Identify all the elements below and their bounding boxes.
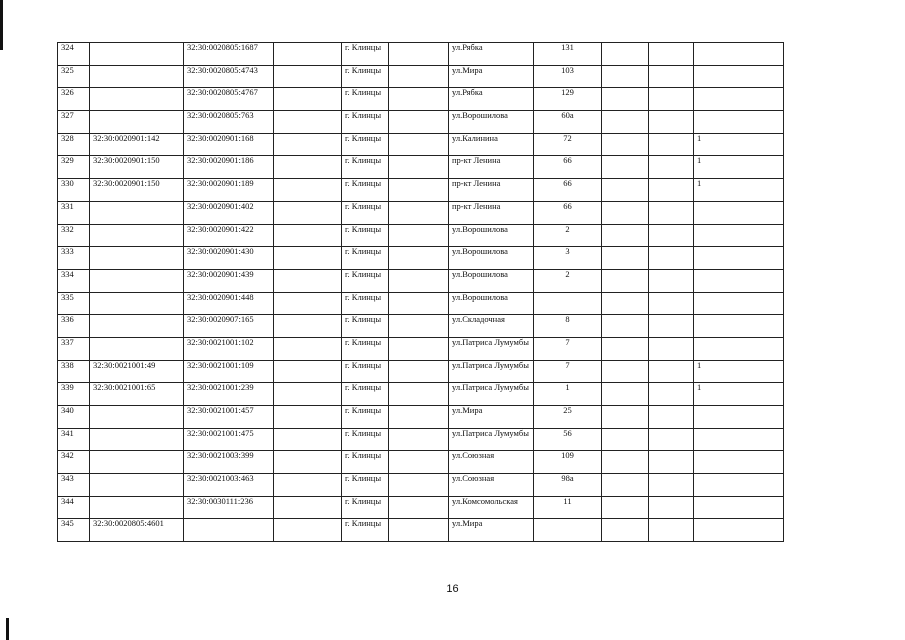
house-number-cell: 109	[534, 451, 602, 474]
empty-cell	[274, 428, 342, 451]
house-number-cell: 2	[534, 269, 602, 292]
cadastral-number: 32:30:0020907:165	[184, 315, 274, 338]
empty-cell	[389, 269, 449, 292]
previous-cadastral-number	[90, 224, 184, 247]
empty-cell	[389, 111, 449, 134]
empty-cell	[649, 247, 694, 270]
empty-cell	[649, 428, 694, 451]
cadastral-number: 32:30:0020901:168	[184, 133, 274, 156]
empty-cell	[274, 43, 342, 66]
empty-cell	[602, 201, 649, 224]
empty-cell	[602, 519, 649, 542]
previous-cadastral-number	[90, 315, 184, 338]
cadastral-number	[184, 519, 274, 542]
previous-cadastral-number	[90, 292, 184, 315]
empty-cell	[649, 496, 694, 519]
empty-cell	[389, 88, 449, 111]
empty-cell	[274, 111, 342, 134]
empty-cell	[649, 43, 694, 66]
city-cell: г. Клинцы	[342, 428, 389, 451]
row-number: 332	[58, 224, 90, 247]
table-row	[58, 496, 784, 519]
empty-cell	[274, 519, 342, 542]
empty-cell	[274, 88, 342, 111]
house-number-cell: 129	[534, 88, 602, 111]
previous-cadastral-number	[90, 88, 184, 111]
empty-cell	[274, 337, 342, 360]
cadastral-number: 32:30:0021001:102	[184, 337, 274, 360]
house-number-cell: 11	[534, 496, 602, 519]
empty-cell	[649, 156, 694, 179]
empty-cell	[274, 65, 342, 88]
street-cell: ул.Союзная	[449, 451, 534, 474]
street-cell: пр-кт Ленина	[449, 201, 534, 224]
empty-cell	[602, 65, 649, 88]
empty-cell	[649, 224, 694, 247]
flag-cell	[694, 519, 784, 542]
empty-cell	[389, 360, 449, 383]
empty-cell	[389, 156, 449, 179]
previous-cadastral-number: 32:30:0020901:150	[90, 156, 184, 179]
previous-cadastral-number	[90, 451, 184, 474]
row-number: 333	[58, 247, 90, 270]
row-number: 342	[58, 451, 90, 474]
previous-cadastral-number	[90, 496, 184, 519]
empty-cell	[602, 315, 649, 338]
empty-cell	[602, 179, 649, 202]
previous-cadastral-number: 32:30:0021001:65	[90, 383, 184, 406]
street-cell: ул.Патриса Лумумбы	[449, 337, 534, 360]
previous-cadastral-number	[90, 111, 184, 134]
row-number: 340	[58, 406, 90, 429]
flag-cell: 1	[694, 133, 784, 156]
empty-cell	[649, 474, 694, 497]
street-cell: пр-кт Ленина	[449, 179, 534, 202]
table-row	[58, 111, 784, 134]
house-number-cell: 1	[534, 383, 602, 406]
house-number-cell: 8	[534, 315, 602, 338]
empty-cell	[602, 451, 649, 474]
table-row	[58, 519, 784, 542]
scan-edge-mark	[6, 618, 9, 640]
city-cell: г. Клинцы	[342, 383, 389, 406]
previous-cadastral-number: 32:30:0021001:49	[90, 360, 184, 383]
row-number: 327	[58, 111, 90, 134]
table-row	[58, 406, 784, 429]
page-number: 16	[446, 583, 459, 595]
empty-cell	[274, 451, 342, 474]
street-cell: пр-кт Ленина	[449, 156, 534, 179]
flag-cell	[694, 269, 784, 292]
empty-cell	[602, 269, 649, 292]
empty-cell	[274, 496, 342, 519]
empty-cell	[649, 451, 694, 474]
empty-cell	[389, 179, 449, 202]
cadastral-number: 32:30:0021003:399	[184, 451, 274, 474]
empty-cell	[389, 428, 449, 451]
house-number-cell: 60а	[534, 111, 602, 134]
flag-cell	[694, 88, 784, 111]
table-row	[58, 269, 784, 292]
cadastral-number: 32:30:0020805:4767	[184, 88, 274, 111]
house-number-cell	[534, 292, 602, 315]
house-number-cell: 66	[534, 179, 602, 202]
empty-cell	[274, 360, 342, 383]
empty-cell	[389, 406, 449, 429]
city-cell: г. Клинцы	[342, 224, 389, 247]
cadastral-number: 32:30:0020901:430	[184, 247, 274, 270]
empty-cell	[649, 88, 694, 111]
row-number: 341	[58, 428, 90, 451]
table-row	[58, 224, 784, 247]
street-cell: ул.Ворошилова	[449, 111, 534, 134]
cadastral-number: 32:30:0021001:475	[184, 428, 274, 451]
empty-cell	[602, 496, 649, 519]
row-number: 339	[58, 383, 90, 406]
cadastral-number: 32:30:0021001:239	[184, 383, 274, 406]
flag-cell: 1	[694, 360, 784, 383]
city-cell: г. Клинцы	[342, 43, 389, 66]
table-row	[58, 292, 784, 315]
street-cell: ул.Ворошилова	[449, 224, 534, 247]
flag-cell	[694, 43, 784, 66]
flag-cell: 1	[694, 383, 784, 406]
cadastral-number: 32:30:0020901:186	[184, 156, 274, 179]
empty-cell	[389, 337, 449, 360]
row-number: 337	[58, 337, 90, 360]
table-body	[58, 43, 784, 542]
cadastral-number: 32:30:0021003:463	[184, 474, 274, 497]
city-cell: г. Клинцы	[342, 88, 389, 111]
city-cell: г. Клинцы	[342, 156, 389, 179]
city-cell: г. Клинцы	[342, 496, 389, 519]
empty-cell	[649, 201, 694, 224]
table-row	[58, 247, 784, 270]
empty-cell	[649, 111, 694, 134]
cadastral-number: 32:30:0020805:4743	[184, 65, 274, 88]
empty-cell	[389, 43, 449, 66]
city-cell: г. Клинцы	[342, 201, 389, 224]
empty-cell	[649, 179, 694, 202]
table-row	[58, 133, 784, 156]
empty-cell	[649, 360, 694, 383]
cadastral-number: 32:30:0020901:439	[184, 269, 274, 292]
previous-cadastral-number: 32:30:0020901:142	[90, 133, 184, 156]
empty-cell	[649, 519, 694, 542]
empty-cell	[602, 43, 649, 66]
table-row	[58, 201, 784, 224]
row-number: 345	[58, 519, 90, 542]
row-number: 324	[58, 43, 90, 66]
empty-cell	[389, 383, 449, 406]
cadastral-number: 32:30:0020805:1687	[184, 43, 274, 66]
row-number: 325	[58, 65, 90, 88]
empty-cell	[649, 65, 694, 88]
street-cell: ул.Рябка	[449, 88, 534, 111]
empty-cell	[389, 247, 449, 270]
empty-cell	[274, 406, 342, 429]
city-cell: г. Клинцы	[342, 451, 389, 474]
city-cell: г. Клинцы	[342, 406, 389, 429]
previous-cadastral-number	[90, 269, 184, 292]
cadastral-number: 32:30:0020901:402	[184, 201, 274, 224]
empty-cell	[649, 133, 694, 156]
city-cell: г. Клинцы	[342, 133, 389, 156]
table-row	[58, 337, 784, 360]
cadastral-number: 32:30:0021001:457	[184, 406, 274, 429]
empty-cell	[274, 133, 342, 156]
street-cell: ул.Ворошилова	[449, 247, 534, 270]
house-number-cell: 7	[534, 360, 602, 383]
table-row	[58, 179, 784, 202]
house-number-cell: 72	[534, 133, 602, 156]
table-row	[58, 383, 784, 406]
empty-cell	[274, 224, 342, 247]
street-cell: ул.Мира	[449, 65, 534, 88]
house-number-cell	[534, 519, 602, 542]
table-row	[58, 88, 784, 111]
cadastral-number: 32:30:0030111:236	[184, 496, 274, 519]
flag-cell: 1	[694, 179, 784, 202]
empty-cell	[389, 474, 449, 497]
flag-cell	[694, 111, 784, 134]
empty-cell	[602, 383, 649, 406]
street-cell: ул.Складочная	[449, 315, 534, 338]
table-row	[58, 474, 784, 497]
street-cell: ул.Комсомольская	[449, 496, 534, 519]
flag-cell	[694, 65, 784, 88]
street-cell: ул.Союзная	[449, 474, 534, 497]
row-number: 326	[58, 88, 90, 111]
empty-cell	[389, 201, 449, 224]
previous-cadastral-number	[90, 201, 184, 224]
scan-edge-mark	[0, 0, 3, 50]
cadastral-number: 32:30:0021001:109	[184, 360, 274, 383]
previous-cadastral-number	[90, 247, 184, 270]
street-cell: ул.Ворошилова	[449, 269, 534, 292]
previous-cadastral-number: 32:30:0020901:150	[90, 179, 184, 202]
city-cell: г. Клинцы	[342, 269, 389, 292]
empty-cell	[389, 315, 449, 338]
empty-cell	[649, 406, 694, 429]
flag-cell	[694, 292, 784, 315]
empty-cell	[274, 315, 342, 338]
house-number-cell: 66	[534, 201, 602, 224]
city-cell: г. Клинцы	[342, 519, 389, 542]
row-number: 338	[58, 360, 90, 383]
empty-cell	[274, 383, 342, 406]
row-number: 335	[58, 292, 90, 315]
empty-cell	[649, 269, 694, 292]
previous-cadastral-number	[90, 474, 184, 497]
empty-cell	[649, 315, 694, 338]
empty-cell	[389, 451, 449, 474]
city-cell: г. Клинцы	[342, 474, 389, 497]
city-cell: г. Клинцы	[342, 65, 389, 88]
previous-cadastral-number: 32:30:0020805:4601	[90, 519, 184, 542]
flag-cell	[694, 428, 784, 451]
cadastral-number: 32:30:0020901:422	[184, 224, 274, 247]
city-cell: г. Клинцы	[342, 179, 389, 202]
empty-cell	[602, 337, 649, 360]
empty-cell	[649, 292, 694, 315]
previous-cadastral-number	[90, 337, 184, 360]
city-cell: г. Клинцы	[342, 292, 389, 315]
street-cell: ул.Мира	[449, 406, 534, 429]
previous-cadastral-number	[90, 65, 184, 88]
table-row	[58, 360, 784, 383]
empty-cell	[389, 519, 449, 542]
cadastral-number: 32:30:0020901:189	[184, 179, 274, 202]
row-number: 334	[58, 269, 90, 292]
table-row	[58, 156, 784, 179]
street-cell: ул.Рябка	[449, 43, 534, 66]
row-number: 328	[58, 133, 90, 156]
previous-cadastral-number	[90, 406, 184, 429]
city-cell: г. Клинцы	[342, 337, 389, 360]
flag-cell	[694, 406, 784, 429]
cadastral-number: 32:30:0020901:448	[184, 292, 274, 315]
empty-cell	[389, 292, 449, 315]
flag-cell	[694, 315, 784, 338]
row-number: 330	[58, 179, 90, 202]
previous-cadastral-number	[90, 43, 184, 66]
flag-cell	[694, 474, 784, 497]
empty-cell	[274, 269, 342, 292]
empty-cell	[602, 111, 649, 134]
flag-cell	[694, 247, 784, 270]
empty-cell	[389, 224, 449, 247]
row-number: 331	[58, 201, 90, 224]
flag-cell	[694, 201, 784, 224]
previous-cadastral-number	[90, 428, 184, 451]
street-cell: ул.Мира	[449, 519, 534, 542]
empty-cell	[602, 406, 649, 429]
street-cell: ул.Калинина	[449, 133, 534, 156]
house-number-cell: 131	[534, 43, 602, 66]
empty-cell	[274, 156, 342, 179]
empty-cell	[274, 179, 342, 202]
house-number-cell: 98а	[534, 474, 602, 497]
empty-cell	[602, 247, 649, 270]
street-cell: ул.Патриса Лумумбы	[449, 360, 534, 383]
empty-cell	[602, 156, 649, 179]
flag-cell	[694, 451, 784, 474]
house-number-cell: 7	[534, 337, 602, 360]
empty-cell	[602, 428, 649, 451]
cadastral-number: 32:30:0020805:763	[184, 111, 274, 134]
empty-cell	[389, 496, 449, 519]
empty-cell	[602, 360, 649, 383]
house-number-cell: 2	[534, 224, 602, 247]
empty-cell	[274, 474, 342, 497]
row-number: 329	[58, 156, 90, 179]
empty-cell	[274, 201, 342, 224]
table-row	[58, 65, 784, 88]
house-number-cell: 66	[534, 156, 602, 179]
street-cell: ул.Патриса Лумумбы	[449, 428, 534, 451]
empty-cell	[649, 337, 694, 360]
house-number-cell: 3	[534, 247, 602, 270]
cadastral-table	[57, 42, 784, 542]
city-cell: г. Клинцы	[342, 111, 389, 134]
street-cell: ул.Ворошилова	[449, 292, 534, 315]
empty-cell	[389, 65, 449, 88]
empty-cell	[602, 88, 649, 111]
row-number: 343	[58, 474, 90, 497]
street-cell: ул.Патриса Лумумбы	[449, 383, 534, 406]
row-number: 336	[58, 315, 90, 338]
empty-cell	[602, 474, 649, 497]
empty-cell	[649, 383, 694, 406]
empty-cell	[389, 133, 449, 156]
flag-cell	[694, 496, 784, 519]
empty-cell	[274, 292, 342, 315]
empty-cell	[602, 292, 649, 315]
flag-cell: 1	[694, 156, 784, 179]
empty-cell	[602, 133, 649, 156]
city-cell: г. Клинцы	[342, 247, 389, 270]
city-cell: г. Клинцы	[342, 315, 389, 338]
flag-cell	[694, 224, 784, 247]
row-number: 344	[58, 496, 90, 519]
empty-cell	[274, 247, 342, 270]
house-number-cell: 25	[534, 406, 602, 429]
table-row	[58, 428, 784, 451]
flag-cell	[694, 337, 784, 360]
house-number-cell: 56	[534, 428, 602, 451]
table-row	[58, 43, 784, 66]
table-row	[58, 451, 784, 474]
empty-cell	[602, 224, 649, 247]
table-row	[58, 315, 784, 338]
city-cell: г. Клинцы	[342, 360, 389, 383]
house-number-cell: 103	[534, 65, 602, 88]
